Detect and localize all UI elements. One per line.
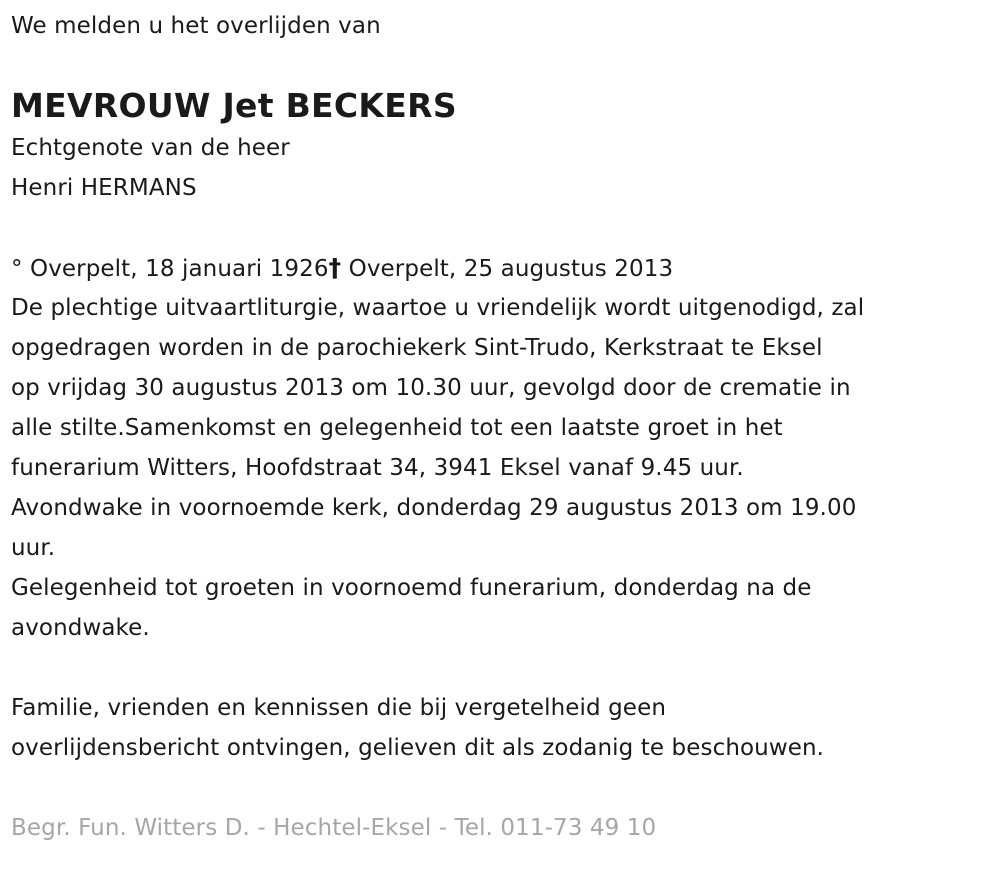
body-line: op vrijdag 30 augustus 2013 om 10.30 uur, gevolgd door de crematie in bbox=[11, 375, 851, 401]
body-line: Avondwake in voornoemde kerk, donderdag 29 augustus 2013 om 19.00 bbox=[11, 495, 857, 521]
deceased-name: MEVROUW Jet BECKERS bbox=[11, 86, 457, 125]
body-line: opgedragen worden in de parochiekerk Sint-Trudo, Kerkstraat te Eksel bbox=[11, 335, 823, 361]
death-text: Overpelt, 25 augustus 2013 bbox=[341, 256, 674, 282]
cross-icon: † bbox=[328, 253, 342, 282]
body-line: uur. bbox=[11, 535, 56, 561]
body-line: Gelegenheid tot groeten in voornoemd funerarium, donderdag na de bbox=[11, 575, 812, 601]
birth-text: ° Overpelt, 18 januari 1926 bbox=[11, 256, 329, 282]
closing-line: Familie, vrienden en kennissen die bij vergetelheid geen bbox=[11, 695, 666, 721]
body-line: De plechtige uitvaartliturgie, waartoe u vriendelijk wordt uitgenodigd, zal bbox=[11, 295, 865, 321]
body-line: funerarium Witters, Hoofdstraat 34, 3941 Eksel vanaf 9.45 uur. bbox=[11, 455, 744, 481]
birth-death-dates bbox=[11, 248, 995, 288]
body-line: alle stilte.Samenkomst en gelegenheid tot een laatste groet in het bbox=[11, 415, 783, 441]
intro-text: We melden u het overlijden van bbox=[11, 13, 381, 39]
closing-line: overlijdensbericht ontvingen, gelieven dit als zodanig te beschouwen. bbox=[11, 735, 825, 761]
spouse-line-2: Henri HERMANS bbox=[11, 175, 197, 201]
funeral-home-footer: Begr. Fun. Witters D. - Hechtel-Eksel - Tel. 011-73 49 10 bbox=[11, 815, 657, 841]
death-notice bbox=[11, 8, 995, 848]
spacer bbox=[11, 208, 995, 248]
body-line: avondwake. bbox=[11, 615, 150, 641]
spouse-line-1: Echtgenote van de heer bbox=[11, 135, 290, 161]
spacer bbox=[11, 768, 995, 808]
spacer bbox=[11, 648, 995, 688]
